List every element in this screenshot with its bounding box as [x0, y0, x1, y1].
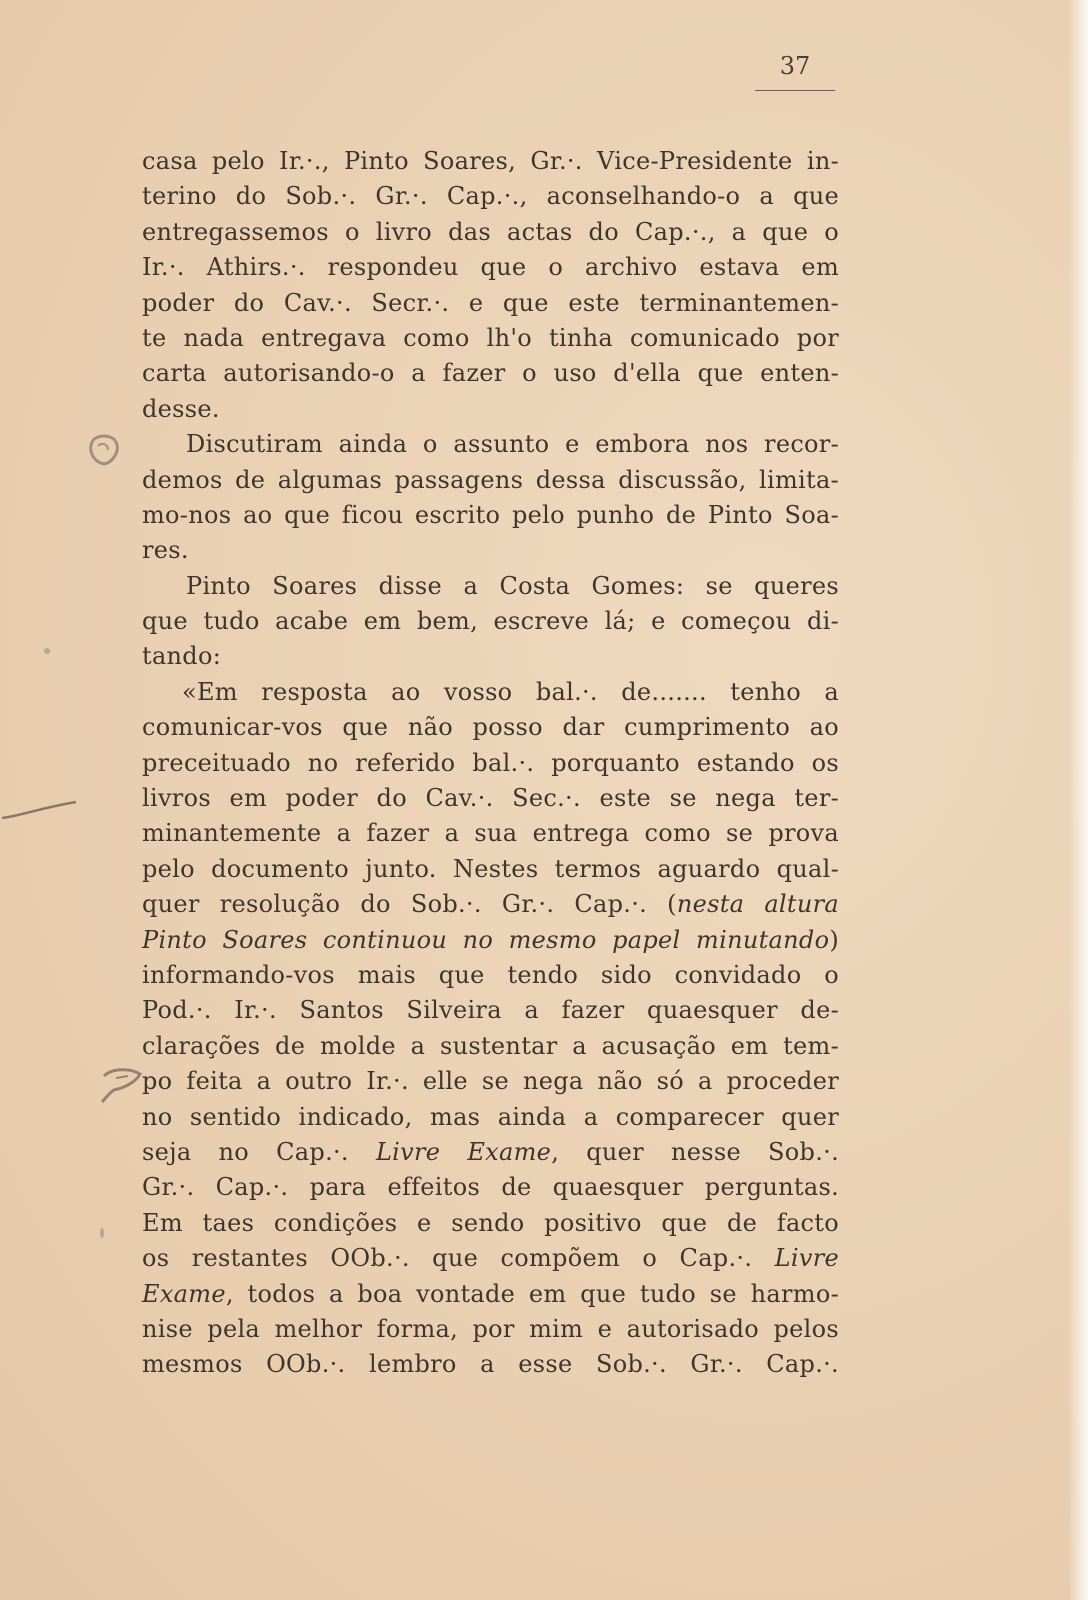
text-line: mesmos OOb.·. lembro a esse Sob.·. Gr.·. Cap.·.	[142, 1350, 839, 1379]
text-line: Em taes condições e sendo positivo que de facto	[142, 1208, 839, 1237]
text-line: Pod.·. Ir.·. Santos Silveira a fazer quaesquer de-	[142, 996, 839, 1025]
page-number-rule	[755, 90, 835, 91]
body-text	[142, 144, 839, 1383]
italic-span: Pinto Soares continuou no mesmo papel minutando	[142, 925, 830, 954]
text-span: )	[829, 925, 839, 954]
page-number: 37	[779, 52, 811, 80]
text-line: desse.	[142, 394, 220, 423]
text-line: terino do Sob.·. Gr.·. Cap.·., aconselhando-o a que	[142, 182, 839, 211]
text-line: comunicar-vos que não posso dar cumprimento ao	[142, 713, 839, 742]
text-line: demos de algumas passagens dessa discussão, limita-	[142, 465, 839, 494]
text-line: poder do Cav.·. Secr.·. e que este terminantemen-	[142, 288, 839, 317]
text-line: informando-vos mais que tendo sido convidado o	[142, 960, 839, 989]
binding-hole-mark	[86, 432, 122, 468]
text-line: clarações de molde a sustentar a acusação em tem-	[142, 1031, 839, 1060]
text-line: que tudo acabe em bem, escreve lá; e começou di-	[142, 607, 839, 636]
text-span: , todos a boa vontade em que tudo se harmo-	[225, 1279, 839, 1308]
text-line	[142, 923, 839, 958]
text-line: Ir.·. Athirs.·. respondeu que o archivo estava em	[142, 253, 839, 282]
italic-span: Livre Exame	[375, 1137, 552, 1166]
text-line	[142, 1241, 839, 1276]
margin-pencil-mark	[0, 796, 80, 822]
text-span: quer resolução do Sob.·. Gr.·. Cap.·. (	[142, 890, 677, 919]
text-line	[142, 1135, 839, 1170]
text-line: Pinto Soares disse a Costa Gomes: se queres	[186, 571, 839, 600]
text-span: , quer nesse Sob.·.	[551, 1137, 839, 1166]
text-line: minantemente a fazer a sua entrega como se prova	[142, 819, 839, 848]
binding-hole-mark	[100, 1062, 144, 1106]
text-line: mo-nos ao que ficou escrito pelo punho de Pinto Soa-	[142, 500, 839, 529]
text-line: te nada entregava como lh'o tinha comunicado por	[142, 323, 839, 352]
italic-span: nesta altura	[676, 890, 839, 919]
text-line: pelo documento junto. Nestes termos aguardo qual-	[142, 854, 839, 883]
paper-speck	[44, 648, 50, 654]
italic-span: Livre	[774, 1244, 839, 1273]
page-edge	[1068, 0, 1088, 1600]
text-line: casa pelo Ir.·., Pinto Soares, Gr.·. Vice-Presidente in-	[142, 147, 839, 175]
paper-speck	[100, 1228, 104, 1238]
text-line: Gr.·. Cap.·. para effeitos de quaesquer perguntas.	[142, 1173, 839, 1202]
text-line: res.	[142, 536, 189, 565]
text-span: os restantes OOb.·. que compõem o Cap.·.	[142, 1244, 775, 1273]
text-line: «Em resposta ao vosso bal.·. de....... tenho a	[182, 677, 839, 706]
text-line: carta autorisando-o a fazer o uso d'ella que enten-	[142, 359, 839, 388]
italic-span: Exame	[142, 1279, 226, 1308]
text-span: seja no Cap.·.	[142, 1137, 376, 1166]
text-line: Discutiram ainda o assunto e embora nos recor-	[186, 430, 839, 459]
text-line	[142, 1277, 839, 1312]
text-line: livros em poder do Cav.·. Sec.·. este se nega ter-	[142, 784, 839, 813]
text-line: entregassemos o livro das actas do Cap.·., a que o	[142, 217, 839, 246]
text-line: po feita a outro Ir.·. elle se nega não só a proceder	[142, 1067, 839, 1096]
text-line	[142, 887, 839, 922]
text-line: nise pela melhor forma, por mim e autorisado pelos	[142, 1314, 839, 1343]
text-line: no sentido indicado, mas ainda a comparecer quer	[142, 1102, 839, 1131]
text-line: tando:	[142, 642, 222, 671]
text-line: preceituado no referido bal.·. porquanto estando os	[142, 748, 839, 777]
